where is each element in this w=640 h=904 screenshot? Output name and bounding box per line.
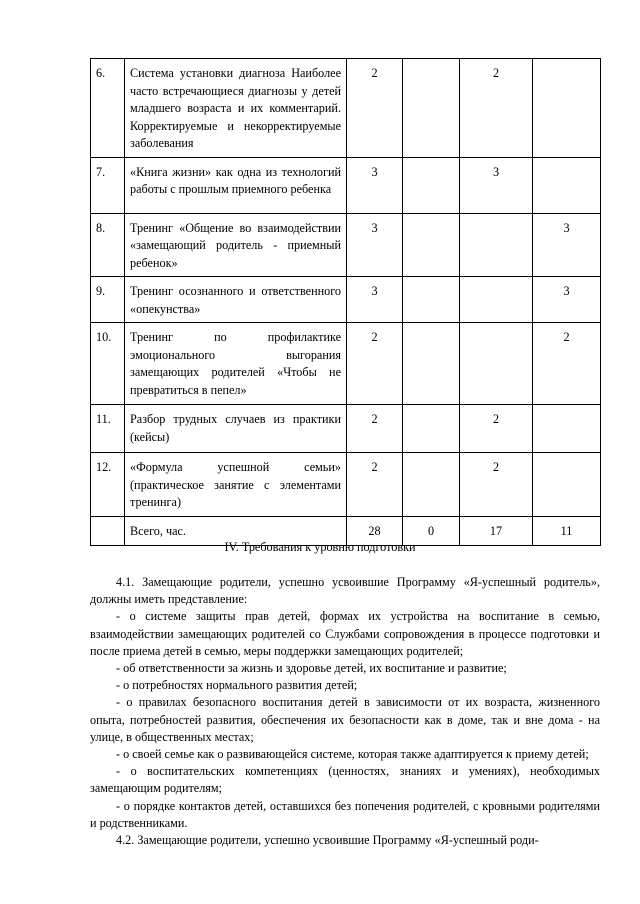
- hours-col-3: [460, 213, 533, 277]
- row-number: 8.: [91, 213, 125, 277]
- total-col-3: 17: [460, 517, 533, 546]
- total-col-2: 0: [403, 517, 460, 546]
- table-row: [91, 277, 601, 323]
- hours-col-2: [403, 277, 460, 323]
- paragraph: - о своей семье как о развивающейся системе, которая также адаптируется к приему детей;: [116, 747, 589, 762]
- section-heading: IV. Требования к уровню подготовки: [224, 540, 416, 554]
- hours-col-4: [533, 405, 601, 453]
- hours-total: 3: [347, 157, 403, 213]
- hours-col-3: 2: [460, 59, 533, 158]
- topic-name: Разбор трудных случаев из практики (кейсы): [125, 405, 347, 453]
- program-hours-table: [90, 58, 601, 546]
- table-row: [91, 323, 601, 405]
- topic-name: «Книга жизни» как одна из технологий работы с прошлым приемного ребенка: [125, 157, 347, 213]
- paragraph: - о порядке контактов детей, оставшихся без попечения родителей, с кровными родителями и родственниками.: [90, 798, 600, 830]
- row-number: 6.: [91, 59, 125, 158]
- hours-col-3: [460, 323, 533, 405]
- total-label: Всего, час.: [125, 517, 347, 546]
- total-col-4: 11: [533, 517, 601, 546]
- hours-col-2: [403, 157, 460, 213]
- topic-name: Тренинг по профилактике эмоционального выгорания замещающих родителей «Чтобы не превратиться в пепел»: [125, 323, 347, 405]
- topic-name: Система установки диагноза Наиболее часто встречающиеся диагнозы у детей младшего возраста и их комментарий. Корректируемые и некорректируемые заболевания: [125, 59, 347, 158]
- hours-total: 2: [347, 323, 403, 405]
- table-row: [91, 453, 601, 517]
- hours-total: 3: [347, 277, 403, 323]
- requirements-text: [90, 574, 600, 849]
- hours-col-4: [533, 453, 601, 517]
- hours-col-2: [403, 59, 460, 158]
- hours-total: 2: [347, 59, 403, 158]
- row-number: 11.: [91, 405, 125, 453]
- paragraph: 4.1. Замещающие родители, успешно усвоившие Программу «Я-успешный родитель», должны иметь представление:: [90, 575, 600, 607]
- hours-col-2: [403, 213, 460, 277]
- hours-col-4: [533, 157, 601, 213]
- hours-col-4: 3: [533, 277, 601, 323]
- topic-name: Тренинг «Общение во взаимодействии «замещающий родитель - приемный ребенок»: [125, 213, 347, 277]
- hours-col-2: [403, 323, 460, 405]
- row-number: 12.: [91, 453, 125, 517]
- paragraph: - о системе защиты прав детей, формах их устройства на воспитание в семью, взаимодействии замещающих родителей со Службами сопровождения в процессе подготовки и после приема детей в семью, меры поддержки замещающих родителей;: [90, 609, 600, 658]
- row-number: 9.: [91, 277, 125, 323]
- hours-col-4: 2: [533, 323, 601, 405]
- paragraph: - о правилах безопасного воспитания детей в зависимости от их возраста, жизненного опыта, потребностей развития, обеспечения их безопасности как в доме, так и вне дома - на улице, в общественных местах;: [90, 695, 600, 744]
- hours-col-3: 3: [460, 157, 533, 213]
- hours-col-4: [533, 59, 601, 158]
- paragraph: 4.2. Замещающие родители, успешно усвоившие Программу «Я-успешный роди-: [116, 833, 539, 848]
- row-number: 10.: [91, 323, 125, 405]
- hours-col-2: [403, 453, 460, 517]
- total-hours: 28: [347, 517, 403, 546]
- paragraph: - об ответственности за жизнь и здоровье детей, их воспитание и развитие;: [116, 661, 507, 676]
- row-number: 7.: [91, 157, 125, 213]
- hours-col-3: [460, 277, 533, 323]
- hours-total: 3: [347, 213, 403, 277]
- hours-total: 2: [347, 405, 403, 453]
- table-row: [91, 405, 601, 453]
- table-row: [91, 213, 601, 277]
- hours-col-2: [403, 405, 460, 453]
- hours-col-3: 2: [460, 405, 533, 453]
- hours-col-3: 2: [460, 453, 533, 517]
- topic-name: «Формула успешной семьи» (практическое занятие с элементами тренинга): [125, 453, 347, 517]
- paragraph: - о воспитательских компетенциях (ценностях, знаниях и умениях), необходимых замещающим родителям;: [90, 764, 600, 796]
- hours-total: 2: [347, 453, 403, 517]
- table-row: [91, 59, 601, 158]
- paragraph: - о потребностях нормального развития детей;: [116, 678, 358, 693]
- table-row: [91, 157, 601, 213]
- topic-name: Тренинг осознанного и ответственного «опекунства»: [125, 277, 347, 323]
- hours-col-4: 3: [533, 213, 601, 277]
